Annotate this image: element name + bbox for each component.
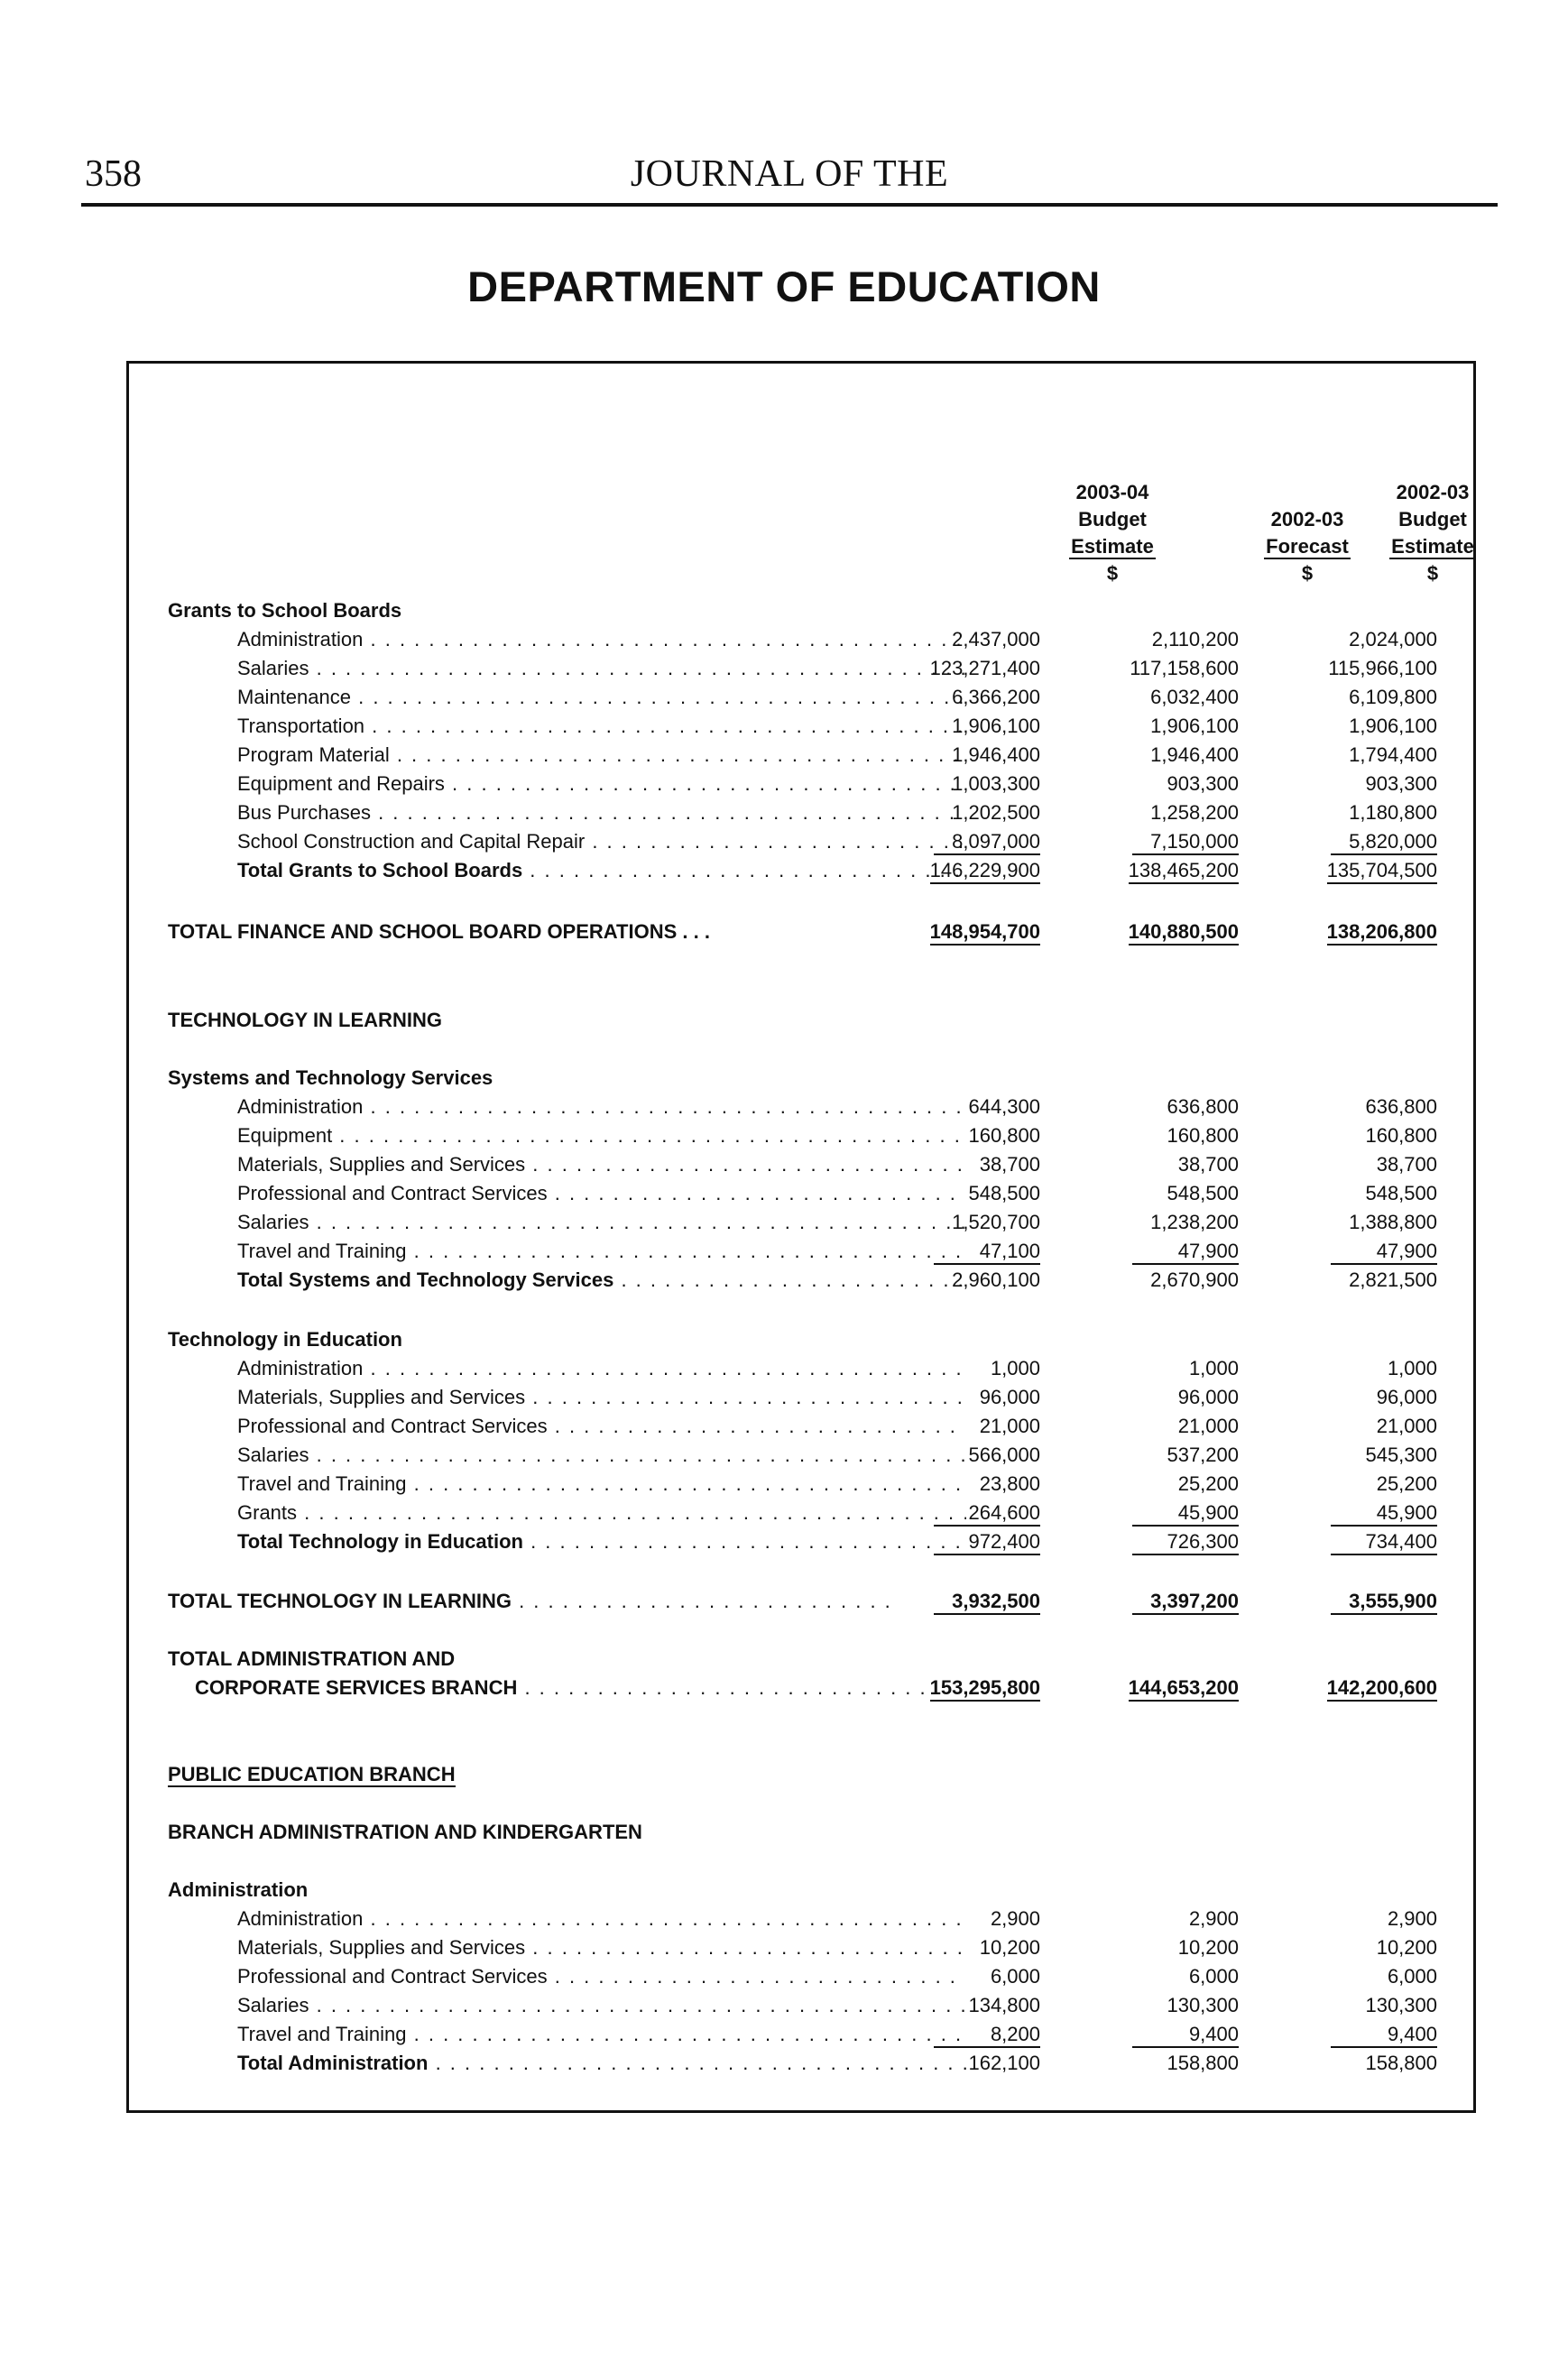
section-heading [129, 1325, 1479, 1354]
cell-2002-03-forecast: 160,800 [1167, 1124, 1239, 1147]
cell-2002-03-forecast: 7,150,000 [1132, 830, 1239, 855]
row-label: Salaries . . . [237, 1441, 966, 1470]
cell-2002-03-forecast: 2,110,200 [1151, 628, 1239, 650]
table-row [129, 1470, 1479, 1499]
column-header-2002-03-budget [1351, 479, 1514, 587]
cell-2002-03-forecast: 6,000 [1188, 1965, 1239, 1988]
cell-2002-03-forecast: 6,032,400 [1150, 686, 1239, 708]
cell-2003-04-budget: 1,520,700 [952, 1211, 1040, 1233]
section-heading [129, 1760, 1479, 1789]
row-label: Administration . . . [237, 625, 966, 654]
cell-2003-04-budget: 2,437,000 [952, 628, 1040, 650]
cell-2002-03-budget: 130,300 [1365, 1994, 1437, 2016]
table-row [129, 1354, 1479, 1383]
cell-2002-03-forecast: 25,200 [1177, 1472, 1239, 1495]
column-header-line: Budget [1078, 508, 1147, 530]
cell-2002-03-budget: 1,906,100 [1349, 715, 1437, 737]
table-row [129, 1179, 1479, 1208]
table-row [129, 1093, 1479, 1121]
section-heading-label: BRANCH ADMINISTRATION AND KINDERGARTEN [168, 1821, 642, 1843]
cell-2003-04-budget: 10,200 [979, 1936, 1040, 1959]
table-row [129, 1150, 1479, 1179]
table-row [129, 770, 1479, 798]
running-head: JOURNAL OF THE [630, 153, 949, 195]
section-heading-label: Systems and Technology Services [168, 1066, 493, 1089]
row-label: Materials, Supplies and Services . . . [237, 1933, 966, 1962]
cell-2002-03-budget: 38,700 [1376, 1153, 1437, 1176]
page-number: 358 [85, 153, 142, 195]
cell-2003-04-budget: 1,202,500 [952, 801, 1040, 824]
row-label: TOTAL TECHNOLOGY IN LEARNING . . . [168, 1587, 897, 1616]
cell-2002-03-budget: 138,206,800 [1327, 920, 1437, 946]
cell-2002-03-forecast: 548,500 [1167, 1182, 1239, 1204]
table-row [129, 1905, 1479, 1933]
table-row [129, 827, 1479, 856]
table-row [129, 1991, 1479, 2020]
section-heading-label: Grants to School Boards [168, 599, 402, 622]
cell-2002-03-budget: 142,200,600 [1327, 1676, 1437, 1702]
cell-2003-04-budget: 644,300 [968, 1095, 1040, 1118]
cell-2002-03-forecast: 1,906,100 [1150, 715, 1239, 737]
column-header-line: Estimate [1391, 535, 1474, 558]
cell-2002-03-budget: 115,966,100 [1328, 657, 1437, 679]
column-header-line: 2002-03 [1396, 481, 1470, 503]
table-row [129, 1962, 1479, 1991]
row-label: School Construction and Capital Repair . . . [237, 827, 966, 856]
cell-2002-03-budget: 3,555,900 [1331, 1590, 1437, 1615]
column-header-unit: $ [1106, 562, 1119, 585]
row-label: Total Grants to School Boards . . . [237, 856, 966, 885]
cell-2003-04-budget: 6,000 [990, 1965, 1040, 1988]
table-row [129, 712, 1479, 741]
row-label: Total Administration . . . [237, 2049, 966, 2078]
cell-2002-03-forecast: 903,300 [1167, 772, 1239, 795]
column-header-line: Forecast [1266, 535, 1349, 558]
table-row [129, 683, 1479, 712]
section-heading-label: Technology in Education [168, 1328, 402, 1351]
row-label: Professional and Contract Services . . . [237, 1962, 966, 1991]
cell-2003-04-budget: 38,700 [979, 1153, 1040, 1176]
cell-2003-04-budget: 21,000 [979, 1415, 1040, 1437]
row-label: Equipment and Repairs . . . [237, 770, 966, 798]
table-row [129, 1499, 1479, 1527]
row-label: Salaries . . . [237, 654, 966, 683]
cell-2002-03-forecast: 117,158,600 [1130, 657, 1239, 679]
section-heading-label: PUBLIC EDUCATION BRANCH [168, 1763, 456, 1785]
subtotal-row [129, 1266, 1479, 1295]
table-row [129, 798, 1479, 827]
row-label: Materials, Supplies and Services . . . [237, 1150, 966, 1179]
cell-2003-04-budget: 123,271,400 [929, 657, 1040, 679]
cell-2002-03-budget: 158,800 [1365, 2052, 1437, 2074]
grand-total-row [129, 1587, 1479, 1616]
section-heading-label: Administration [168, 1878, 309, 1901]
cell-2003-04-budget: 148,954,700 [930, 920, 1040, 946]
cell-2002-03-budget: 135,704,500 [1327, 859, 1437, 884]
cell-2002-03-budget: 6,000 [1387, 1965, 1437, 1988]
row-label: Total Systems and Technology Services . . . [237, 1266, 966, 1295]
cell-2003-04-budget: 1,946,400 [952, 743, 1040, 766]
page-header [81, 149, 1498, 207]
grand-total-label-row [129, 1645, 1479, 1674]
section-heading [129, 596, 1479, 625]
row-label: Materials, Supplies and Services . . . [237, 1383, 966, 1412]
cell-2002-03-budget: 1,000 [1387, 1357, 1437, 1379]
cell-2002-03-forecast: 47,900 [1132, 1240, 1239, 1265]
column-header-2003-04-budget [1031, 479, 1194, 587]
cell-2002-03-forecast: 1,946,400 [1150, 743, 1239, 766]
column-header-unit: $ [1301, 562, 1314, 585]
cell-2002-03-budget: 2,821,500 [1349, 1268, 1437, 1291]
row-label: Travel and Training . . . [237, 1470, 966, 1499]
column-header-line: 2003-04 [1075, 481, 1149, 503]
table-row [129, 1933, 1479, 1962]
cell-2003-04-budget: 2,900 [990, 1907, 1040, 1930]
table-row [129, 625, 1479, 654]
table-row [129, 1383, 1479, 1412]
row-label: Administration . . . [237, 1905, 966, 1933]
section-heading [129, 1064, 1479, 1093]
subtotal-row [129, 2049, 1479, 2078]
cell-2003-04-budget: 153,295,800 [930, 1676, 1040, 1702]
subtotal-row [129, 856, 1479, 885]
cell-2003-04-budget: 8,200 [934, 2023, 1040, 2048]
row-label: Salaries . . . [237, 1208, 966, 1237]
cell-2002-03-forecast: 1,258,200 [1150, 801, 1239, 824]
cell-2002-03-budget: 21,000 [1376, 1415, 1437, 1437]
row-label: TOTAL ADMINISTRATION AND [168, 1647, 456, 1670]
column-header-unit: $ [1426, 562, 1439, 585]
row-label: Administration . . . [237, 1093, 966, 1121]
row-label: Total Technology in Education . . . [237, 1527, 966, 1556]
section-heading [129, 1818, 1479, 1847]
cell-2003-04-budget: 134,800 [968, 1994, 1040, 2016]
cell-2003-04-budget: 1,906,100 [952, 715, 1040, 737]
cell-2002-03-budget: 9,400 [1331, 2023, 1437, 2048]
cell-2002-03-budget: 25,200 [1376, 1472, 1437, 1495]
subtotal-row [129, 1527, 1479, 1556]
cell-2002-03-forecast: 130,300 [1167, 1994, 1239, 2016]
cell-2002-03-forecast: 9,400 [1132, 2023, 1239, 2048]
table-row [129, 1208, 1479, 1237]
cell-2002-03-forecast: 138,465,200 [1129, 859, 1239, 884]
cell-2002-03-forecast: 1,238,200 [1150, 1211, 1239, 1233]
row-label: Program Material . . . [237, 741, 966, 770]
cell-2002-03-forecast: 726,300 [1132, 1530, 1239, 1555]
cell-2002-03-budget: 160,800 [1365, 1124, 1437, 1147]
cell-2003-04-budget: 96,000 [979, 1386, 1040, 1408]
cell-2003-04-budget: 1,000 [990, 1357, 1040, 1379]
cell-2003-04-budget: 160,800 [968, 1124, 1040, 1147]
table-row [129, 2020, 1479, 2049]
table-row [129, 1412, 1479, 1441]
column-header-line: 2002-03 [1270, 508, 1344, 530]
cell-2002-03-budget: 545,300 [1365, 1444, 1437, 1466]
cell-2002-03-forecast: 158,800 [1167, 2052, 1239, 2074]
cell-2003-04-budget: 972,400 [934, 1530, 1040, 1555]
cell-2002-03-budget: 1,180,800 [1349, 801, 1437, 824]
row-label: Travel and Training . . . [237, 1237, 966, 1266]
cell-2003-04-budget: 2,960,100 [952, 1268, 1040, 1291]
cell-2002-03-budget: 1,794,400 [1349, 743, 1437, 766]
cell-2002-03-forecast: 45,900 [1132, 1501, 1239, 1527]
table-row [129, 654, 1479, 683]
row-label: Maintenance . . . [237, 683, 966, 712]
cell-2003-04-budget: 1,003,300 [952, 772, 1040, 795]
cell-2002-03-forecast: 38,700 [1177, 1153, 1239, 1176]
cell-2002-03-budget: 734,400 [1331, 1530, 1437, 1555]
cell-2002-03-budget: 45,900 [1331, 1501, 1437, 1527]
cell-2002-03-forecast: 2,900 [1188, 1907, 1239, 1930]
cell-2002-03-budget: 548,500 [1365, 1182, 1437, 1204]
section-heading-label: TECHNOLOGY IN LEARNING [168, 1009, 442, 1031]
cell-2002-03-forecast: 636,800 [1167, 1095, 1239, 1118]
cell-2002-03-budget: 903,300 [1365, 772, 1437, 795]
column-header-line: Estimate [1071, 535, 1154, 558]
cell-2003-04-budget: 3,932,500 [934, 1590, 1040, 1615]
cell-2002-03-forecast: 1,000 [1188, 1357, 1239, 1379]
cell-2002-03-budget: 10,200 [1376, 1936, 1437, 1959]
row-label: Salaries . . . [237, 1991, 966, 2020]
row-label: Grants . . . [237, 1499, 966, 1527]
row-label: Transportation . . . [237, 712, 966, 741]
cell-2003-04-budget: 23,800 [979, 1472, 1040, 1495]
cell-2003-04-budget: 162,100 [968, 2052, 1040, 2074]
cell-2002-03-forecast: 537,200 [1167, 1444, 1239, 1466]
row-label: Bus Purchases . . . [237, 798, 966, 827]
cell-2002-03-budget: 47,900 [1331, 1240, 1437, 1265]
cell-2002-03-forecast: 21,000 [1177, 1415, 1239, 1437]
row-label: CORPORATE SERVICES BRANCH . . . [195, 1674, 924, 1702]
cell-2003-04-budget: 264,600 [934, 1501, 1040, 1527]
cell-2002-03-forecast: 144,653,200 [1129, 1676, 1239, 1702]
cell-2002-03-budget: 2,900 [1387, 1907, 1437, 1930]
table-row [129, 741, 1479, 770]
cell-2002-03-budget: 2,024,000 [1349, 628, 1437, 650]
cell-2002-03-budget: 96,000 [1376, 1386, 1437, 1408]
cell-2003-04-budget: 146,229,900 [930, 859, 1040, 884]
cell-2002-03-forecast: 2,670,900 [1150, 1268, 1239, 1291]
row-label: Equipment . . . [237, 1121, 966, 1150]
cell-2002-03-budget: 1,388,800 [1349, 1211, 1437, 1233]
section-heading [129, 1006, 1479, 1035]
row-label: Administration . . . [237, 1354, 966, 1383]
column-header-line: Budget [1398, 508, 1467, 530]
cell-2002-03-budget: 636,800 [1365, 1095, 1437, 1118]
row-label: TOTAL FINANCE AND SCHOOL BOARD OPERATIONS [168, 920, 678, 943]
cell-2002-03-forecast: 140,880,500 [1129, 920, 1239, 946]
cell-2002-03-forecast: 10,200 [1177, 1936, 1239, 1959]
cell-2003-04-budget: 47,100 [934, 1240, 1040, 1265]
cell-2003-04-budget: 548,500 [968, 1182, 1040, 1204]
table-row [129, 1237, 1479, 1266]
cell-2002-03-budget: 5,820,000 [1331, 830, 1437, 855]
budget-table [126, 361, 1476, 2113]
grand-total-row: TOTAL FINANCE AND SCHOOL BOARD OPERATIONS . . . 148,954,700 140,880,500 138,206,800 [129, 918, 1479, 946]
cell-2003-04-budget: 8,097,000 [934, 830, 1040, 855]
grand-total-row [129, 1674, 1479, 1702]
section-heading [129, 1876, 1479, 1905]
table-row [129, 1121, 1479, 1150]
cell-2003-04-budget: 566,000 [968, 1444, 1040, 1466]
row-label: Professional and Contract Services . . . [237, 1412, 966, 1441]
row-label: Professional and Contract Services . . . [237, 1179, 966, 1208]
cell-2002-03-forecast: 3,397,200 [1132, 1590, 1239, 1615]
cell-2002-03-budget: 6,109,800 [1349, 686, 1437, 708]
cell-2002-03-forecast: 96,000 [1177, 1386, 1239, 1408]
table-row [129, 1441, 1479, 1470]
cell-2003-04-budget: 6,366,200 [952, 686, 1040, 708]
row-label: Travel and Training . . . [237, 2020, 966, 2049]
page-title: DEPARTMENT OF EDUCATION [467, 263, 1101, 310]
